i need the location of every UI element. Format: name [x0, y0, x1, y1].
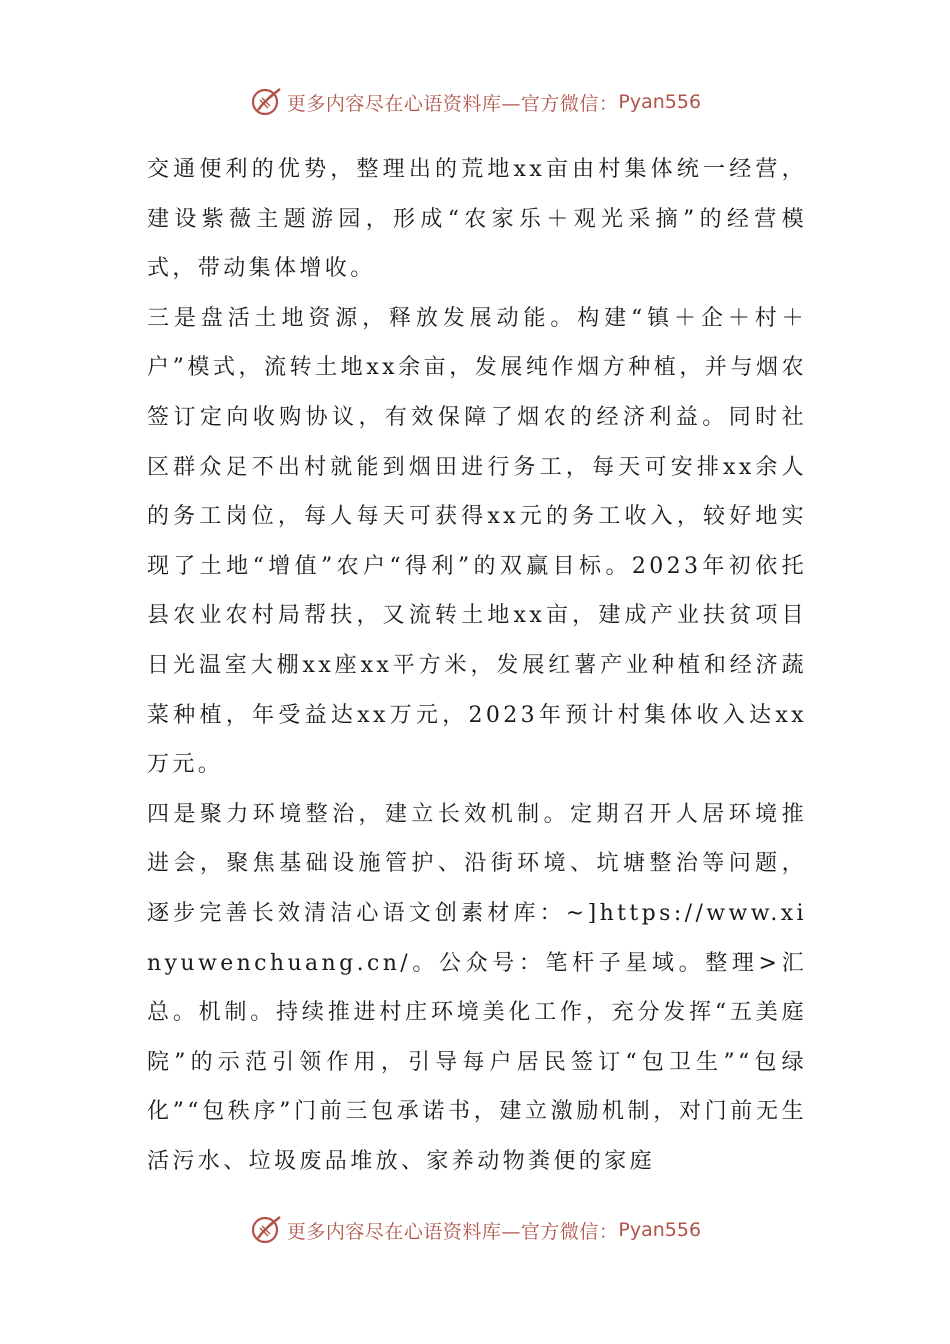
paragraph-2: 三是盘活土地资源，释放发展动能。构建“镇＋企＋村＋户”模式，流转土地xx余亩，发展纯作烟方种植，并与烟农签订定向收购协议，有效保障了烟农的经济利益。同时社区群众足不出村就能到烟田进行务工，每天可安排xx余人的务工岗位，每人每天可获得xx元的务工收入，较好地实现了土地“增值”农户“得利”的双赢目标。2023年初依托县农业农村局帮扶，又流转土地xx亩，建成产业扶贫项目日光温室大棚xx座xx平方米，发展红薯产业种植和经济蔬菜种植，年受益达xx万元，2023年预计村集体收入达xx万元。 [147, 305, 807, 778]
paragraph-1: 交通便利的优势，整理出的荒地xx亩由村集体统一经营，建设紫薇主题游园，形成“农家乐＋观光采摘”的经营模式，带动集体增收。 [147, 157, 807, 282]
paragraph-3: 四是聚力环境整治，建立长效机制。定期召开人居环境推进会，聚焦基础设施管护、沿街环境、坑塘整治等问题，逐步完善长效清洁心语文创素材库：~]https://www.xinyuwenchuang.cn/。公众号：笔杆子星域。整理>汇总。机制。持续推进村庄环境美化工作，充分发挥“五美庭院”的示范引领作用，引导每户居民签订“包卫生”“包绿化”“包秩序”门前三包承诺书，建立激励机制，对门前无生活污水、垃圾废品堆放、家养动物粪便的家庭 [147, 801, 807, 1174]
footer-banner [0, 1208, 950, 1252]
document-body [147, 145, 807, 1186]
wechat-id: Pyan556 [618, 1219, 702, 1241]
quill-seal-logo-icon [249, 85, 283, 119]
banner-text: 更多内容尽在心语资料库—官方微信： [286, 1220, 619, 1243]
banner-text: 更多内容尽在心语资料库—官方微信： [286, 92, 619, 115]
wechat-id: Pyan556 [618, 91, 702, 113]
header-banner [0, 80, 950, 124]
quill-seal-logo-icon [249, 1213, 283, 1247]
